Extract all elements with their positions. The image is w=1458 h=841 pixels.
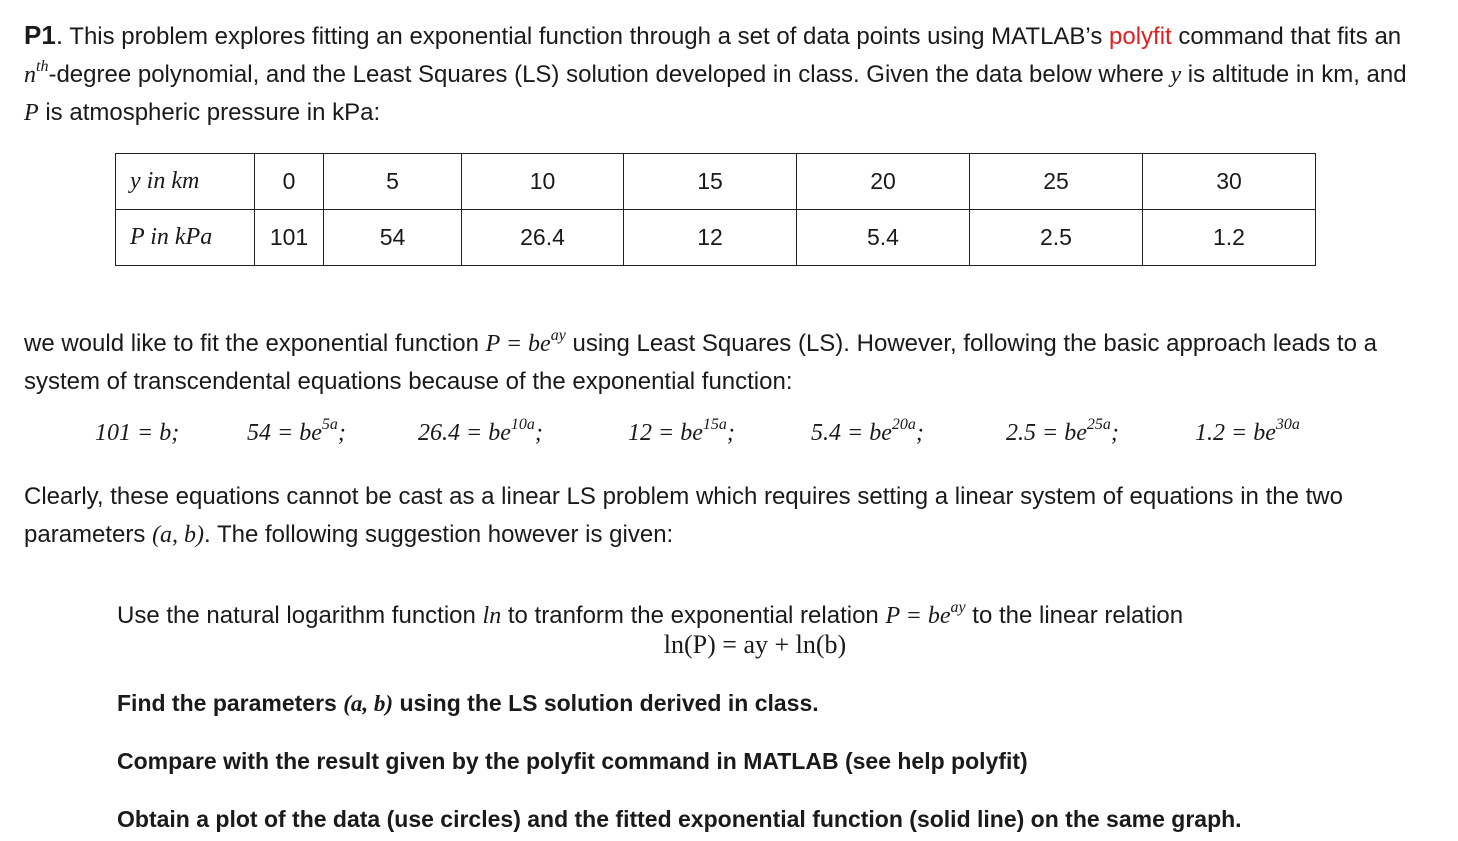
table-cell: 10 — [462, 154, 624, 210]
fit-paragraph: we would like to fit the exponential function $P = be^{ay}$ using Least Squares (LS). However, following the basic approach leads to a system of transcendental equations because of the exponential function: — [24, 327, 1377, 395]
task-plot: Obtain a plot of the data (use circles) and the fitted exponential function (solid line) on the same graph. — [117, 806, 1242, 832]
equation: 101 = b; — [95, 420, 180, 446]
table-cell: 54 — [324, 210, 462, 266]
task-find-parameters: Find the parameters (a, b) using the LS solution derived in class. — [117, 690, 819, 716]
row-label-y: y in km — [116, 154, 255, 210]
table-cell: 101 — [255, 210, 324, 266]
linear-relation: ln(P) = ay + ln(b) — [663, 630, 847, 659]
table-cell: 20 — [797, 154, 970, 210]
table-cell: 5 — [324, 154, 462, 210]
equation: $2.5 = be^{25a}$; — [1006, 416, 1119, 446]
table-row-pressure — [116, 210, 1316, 266]
table-cell: 30 — [1143, 154, 1316, 210]
table-row-altitude — [116, 154, 1316, 210]
equation: $5.4 = be^{20a}$; — [811, 416, 924, 446]
intro-paragraph: P1. This problem explores fitting an exponential function through a set of data points using MATLAB’s polyfit command that fits an $n^{th}$-degree polynomial, and the Least Squares (LS) solution developed in class. Given the data below where y is altitude in km, and P is atmospheric pressure in kPa: — [24, 20, 1407, 126]
polyfit-keyword: polyfit — [1109, 23, 1172, 50]
table-cell: 15 — [624, 154, 797, 210]
problem-label: P1. — [24, 20, 64, 50]
table-cell: 5.4 — [797, 210, 970, 266]
equation: $26.4 = be^{10a}$; — [418, 416, 543, 446]
table-cell: 25 — [970, 154, 1143, 210]
clearly-paragraph: Clearly, these equations cannot be cast as a linear LS problem which requires setting a linear system of equations in the two parameters (a, b). The following suggestion however is given: — [24, 483, 1343, 548]
table-cell: 26.4 — [462, 210, 624, 266]
data-table — [115, 153, 1316, 266]
equation: $1.2 = be^{30a}$ — [1195, 416, 1300, 446]
equation: $12 = be^{15a}$; — [628, 416, 735, 446]
task-compare-polyfit: Compare with the result given by the polyfit command in MATLAB (see help polyfit) — [117, 748, 1028, 774]
table-cell: 1.2 — [1143, 210, 1316, 266]
suggestion-paragraph: Use the natural logarithm function ln to tranform the exponential relation $P = be^{ay}$ to the linear relation — [117, 599, 1184, 629]
table-cell: 2.5 — [970, 210, 1143, 266]
equation: $54 = be^{5a}$; — [247, 416, 346, 446]
table-cell: 0 — [255, 154, 324, 210]
row-label-P: P in kPa — [116, 210, 255, 266]
table-cell: 12 — [624, 210, 797, 266]
